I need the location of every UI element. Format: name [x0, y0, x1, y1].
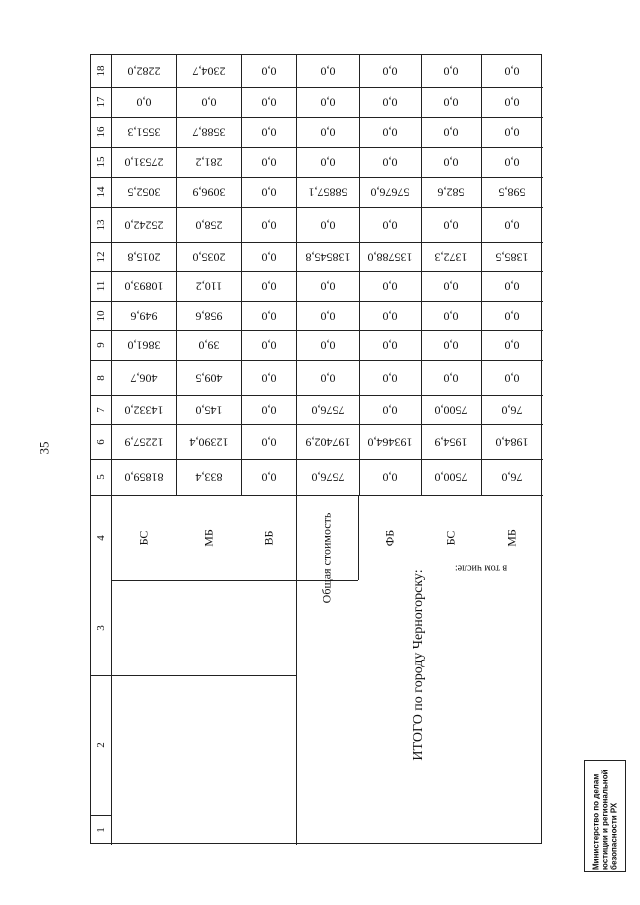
table-cell: 0,0 — [201, 95, 216, 110]
table-cell: 3861,0 — [127, 338, 160, 353]
table-cell: 582,6 — [437, 185, 465, 200]
table-cell: 0,0 — [261, 435, 276, 449]
table-cell: 0,0 — [320, 218, 335, 232]
column-number: 17 — [95, 96, 107, 108]
grid-line-v — [358, 495, 359, 580]
table-cell: 0,0 — [443, 218, 459, 232]
table-cell: 193464,0 — [367, 435, 413, 449]
table-cell: 0,0 — [504, 155, 520, 170]
table-cell: 0,0 — [382, 470, 398, 485]
table-cell: 281,2 — [195, 155, 222, 170]
table-cell: 1372,3 — [434, 250, 468, 264]
table-cell: 2035,0 — [192, 250, 225, 264]
table-cell: 0,0 — [382, 279, 398, 294]
grid-line-h — [91, 330, 543, 331]
grid-line-h — [91, 424, 543, 425]
table-cell: 10893,0 — [124, 279, 163, 294]
table-cell: 0,0 — [261, 250, 276, 264]
column-number: 4 — [95, 534, 107, 541]
table-cell: 14332,0 — [124, 403, 163, 417]
table-cell: 0,0 — [261, 218, 276, 232]
table-cell: 0,0 — [382, 125, 398, 140]
table-cell: 833,4 — [195, 470, 222, 485]
table-cell: 949,6 — [130, 309, 157, 323]
table-cell: 57676,0 — [370, 185, 410, 200]
table-cell: 197402,9 — [305, 435, 350, 449]
table-cell: 135788,0 — [367, 250, 413, 264]
grid-line-v — [296, 495, 297, 580]
grid-line-v — [296, 580, 297, 845]
table-cell: 110,2 — [195, 279, 222, 294]
column-number: 11 — [95, 280, 107, 292]
data-table — [90, 54, 542, 844]
table-cell: 0,0 — [320, 125, 335, 140]
table-cell: 1984,0 — [495, 435, 529, 449]
table-cell: 12390,4 — [189, 435, 228, 449]
table-cell: 138545,8 — [305, 250, 350, 264]
table-cell: 0,0 — [382, 371, 398, 385]
table-cell: 27531,0 — [124, 155, 163, 170]
table-cell: 0,0 — [504, 371, 520, 385]
grid-line-h — [91, 207, 543, 208]
table-cell: 0,0 — [504, 64, 520, 79]
table-cell: 12257,9 — [124, 435, 163, 449]
table-cell: 0,0 — [261, 279, 276, 294]
table-cell: 0,0 — [443, 95, 459, 110]
table-cell: 0,0 — [320, 155, 335, 170]
table-cell: 0,0 — [320, 371, 335, 385]
column-number: 1 — [95, 827, 107, 833]
table-cell: 0,0 — [382, 218, 398, 232]
table-cell: 0,0 — [504, 338, 520, 353]
column-number: 7 — [95, 406, 107, 413]
table-cell: 76,0 — [501, 470, 523, 485]
table-cell: 0,0 — [320, 279, 335, 294]
table-cell: 3096,9 — [192, 185, 225, 200]
table-cell: 0,0 — [382, 338, 398, 353]
table-cell: 0,0 — [443, 338, 459, 353]
table-cell: 76,0 — [501, 403, 523, 417]
grid-line-h — [91, 117, 543, 118]
column-number: 13 — [95, 219, 107, 230]
column-number: 10 — [95, 310, 107, 321]
table-cell: 0,0 — [504, 279, 520, 294]
grid-line-h — [91, 177, 543, 178]
column-number: 9 — [95, 342, 107, 348]
grid-line-h — [91, 360, 543, 361]
row-label: БС — [443, 530, 458, 545]
table-cell: 145,0 — [195, 403, 222, 417]
table-cell: 0,0 — [320, 338, 335, 353]
row-label: ФБ — [382, 529, 397, 546]
grid-line-h — [91, 301, 543, 302]
table-cell: 0,0 — [443, 125, 459, 140]
registration-stamp — [584, 760, 626, 872]
table-cell: 0,0 — [261, 403, 276, 417]
row-label: ВБ — [261, 530, 275, 545]
table-cell: 3052,5 — [127, 185, 160, 200]
table-cell: 2015,8 — [127, 250, 160, 264]
table-cell: 0,0 — [320, 95, 335, 110]
table-cell: 1954,9 — [434, 435, 468, 449]
grid-line-v — [111, 495, 112, 845]
column-number: 14 — [95, 186, 107, 198]
grid-line-v — [176, 55, 177, 495]
table-cell: 598,5 — [498, 185, 526, 200]
grid-line-h — [91, 495, 543, 496]
table-cell: 3551,3 — [127, 125, 160, 140]
table-cell: 58857,1 — [308, 185, 347, 200]
table-cell: 0,0 — [320, 309, 335, 323]
table-cell: 0,0 — [443, 309, 459, 323]
table-cell: 0,0 — [261, 470, 276, 485]
table-cell: 258,0 — [195, 218, 222, 232]
table-cell: 2282,0 — [127, 64, 160, 79]
table-cell: 0,0 — [443, 371, 459, 385]
grid-line-h — [91, 242, 543, 243]
table-cell: 0,0 — [320, 64, 335, 79]
grid-line-h — [91, 87, 543, 88]
table-cell: 0,0 — [504, 125, 520, 140]
table-cell: 0,0 — [261, 185, 276, 200]
table-cell: 406,7 — [130, 371, 157, 385]
page-number: 35 — [36, 441, 52, 455]
column-number: 5 — [95, 474, 107, 480]
table-cell: 0,0 — [504, 95, 520, 110]
column-number: 18 — [95, 65, 107, 77]
column-number: 15 — [95, 156, 107, 168]
table-cell: 958,6 — [195, 309, 222, 323]
row-label: МБ — [201, 528, 215, 547]
table-cell: 0,0 — [382, 309, 398, 323]
stamp-text: Министерство по делам юстиции и региональной безопасности РХ — [591, 769, 619, 870]
table-cell: 0,0 — [504, 218, 520, 232]
table-cell: 0,0 — [443, 64, 459, 79]
table-cell: 0,0 — [261, 309, 276, 323]
table-cell: 7500,0 — [434, 470, 468, 485]
table-cell: 1385,5 — [495, 250, 529, 264]
table-cell: 0,0 — [261, 64, 276, 79]
including-label: в том числе: — [454, 562, 508, 573]
table-cell: 0,0 — [443, 155, 459, 170]
table-cell: 0,0 — [261, 371, 276, 385]
row-label: БС — [136, 530, 150, 545]
table-cell: 7576,0 — [311, 403, 344, 417]
column-number: 6 — [95, 438, 107, 445]
column-number: 3 — [95, 624, 107, 631]
table-cell: 0,0 — [136, 95, 151, 110]
table-cell: 0,0 — [261, 338, 276, 353]
grid-line-h — [91, 147, 543, 148]
grid-line-v — [421, 55, 422, 495]
column-number: 16 — [95, 126, 107, 138]
table-cell: 0,0 — [261, 95, 276, 110]
table-cell: 3588,7 — [192, 125, 225, 140]
table-cell: 25242,0 — [124, 218, 163, 232]
grid-line-v — [296, 55, 297, 495]
table-cell: 0,0 — [261, 125, 276, 140]
total-cost-label: Общая стоимость — [319, 512, 334, 603]
column-number: 2 — [95, 742, 107, 748]
section-label: ИТОГО по городу Черногорску: — [411, 569, 426, 761]
table-cell: 81859,0 — [124, 470, 163, 485]
table-cell: 0,0 — [261, 155, 276, 170]
table-cell: 2304,7 — [192, 64, 225, 79]
grid-line-h — [91, 271, 543, 272]
column-number: 8 — [95, 374, 107, 381]
grid-line-v — [481, 55, 482, 495]
table-cell: 0,0 — [443, 279, 459, 294]
grid-line-h — [91, 459, 543, 460]
grid-line-h — [91, 675, 296, 676]
table-cell: 0,0 — [382, 155, 398, 170]
table-cell: 0,0 — [504, 309, 520, 323]
table-cell: 39,0 — [198, 338, 219, 353]
grid-line-h — [111, 580, 296, 581]
table-cell: 0,0 — [382, 95, 398, 110]
grid-line-v — [241, 55, 242, 495]
table-cell: 0,0 — [382, 64, 398, 79]
table-cell: 7576,0 — [311, 470, 344, 485]
column-number: 12 — [95, 251, 107, 262]
row-label: МБ — [504, 528, 519, 547]
table-cell: 409,5 — [195, 371, 222, 385]
table-cell: 0,0 — [382, 403, 398, 417]
table-cell: 7500,0 — [434, 403, 468, 417]
grid-line-v — [359, 55, 360, 495]
grid-line-h — [91, 815, 111, 816]
grid-line-v — [111, 55, 112, 495]
grid-line-h — [91, 395, 543, 396]
